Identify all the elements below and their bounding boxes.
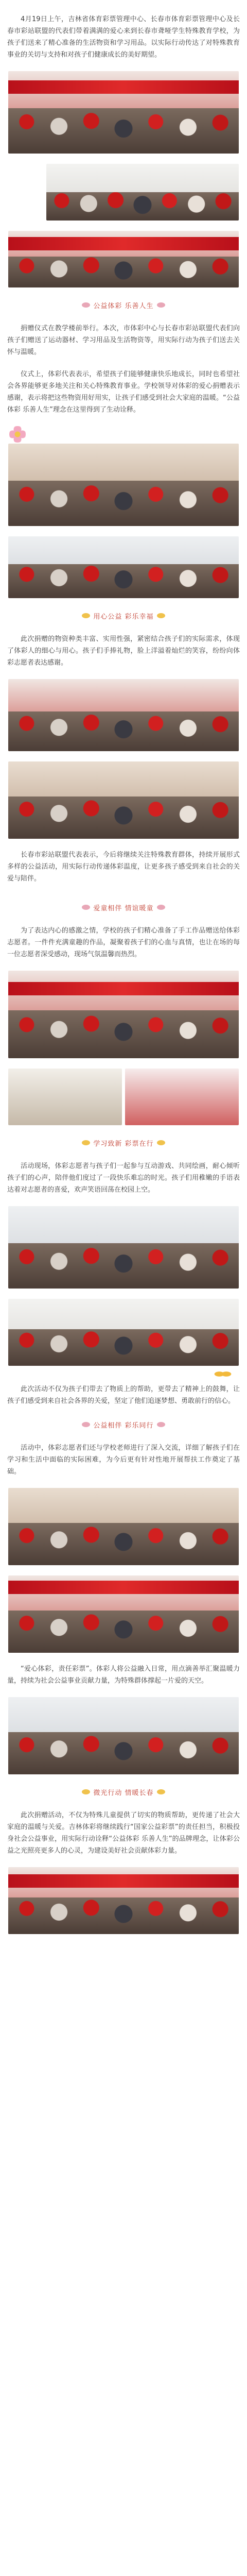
section-5-paragraph-2: “爱心体彩，责任彩票”。体彩人将公益融入日常，用点滴善举汇聚温暖力量，持续为社会公益事业贡献力量，为特殊群体撑起一片爱的天空。 [7,1665,240,1685]
section-title-5: 公益相伴 彩乐同行 [93,1421,154,1430]
activity-photo-2 [8,536,239,598]
section-4-paragraph-2: 此次活动不仅为孩子们带去了物质上的帮助，更带去了精神上的鼓舞，让孩子们感受到来自社会各界的关爱，坚定了他们追逐梦想、勇敢前行的信心。 [7,1385,240,1405]
crowd-image [8,108,239,154]
butterfly-icon [214,1368,232,1380]
donation-photo [46,164,239,221]
section-4-paragraph-1: 活动现场，体彩志愿者与孩子们一起参与互动游戏、共同绘画，耐心倾听孩子们的心声，陪伴他们度过了一段快乐难忘的时光。孩子们用稚嫩的手语表达着对志愿者的喜爱，欢声笑语回荡在校园上空。 [7,1162,240,1194]
collage-photo [8,1069,122,1125]
activity-photo-1 [8,444,239,526]
heading-deco-left-icon [82,1422,90,1427]
heading-deco-left-icon [82,1140,90,1145]
section-title-6: 微光行动 情暖长春 [93,1789,154,1797]
gift-photo-1 [8,679,239,751]
flower-icon [9,426,26,443]
heading-deco-left-icon [82,613,90,618]
exchange-photo-3 [8,1697,239,1774]
group-photo-1 [8,71,239,154]
section-5-paragraph-1: 活动中，体彩志愿者们还与学校老师进行了深入交流，详细了解孩子们在学习和生活中面临的实际困难，为今后更有针对性地开展帮扶工作奠定了基础。 [7,1444,240,1476]
gift-photo-2 [8,761,239,839]
section-1-paragraph-1: 捐赠仪式在教学楼前举行。本次，市体彩中心与长春市彩站联盟代表们向孩子们赠送了运动器材、学习用品及生活物资等，用实际行动为孩子们送去关怀与温暖。 [7,325,240,356]
banner-photo [8,231,239,287]
heading-deco-right-icon [157,905,165,910]
section-heading-2 [0,608,247,623]
interaction-photo-1 [8,1206,239,1289]
collage-photo [125,1069,239,1125]
section-title-1: 公益体彩 乐善人生 [93,302,154,310]
section-heading-6 [0,1785,247,1799]
classroom-photo [8,971,239,1058]
section-title-3: 爱童相伴 情谊暖童 [93,904,154,912]
heading-deco-right-icon [157,1140,165,1145]
section-heading-5 [0,1417,247,1432]
section-2-paragraph-1: 此次捐赠的物资种类丰富、实用性强，紧密结合孩子们的实际需求，体现了体彩人的细心与用心。孩子们手捧礼物，脸上洋溢着灿烂的笑容，纷纷向体彩志愿者表达感谢。 [7,635,240,667]
exchange-photo-2 [8,1575,239,1653]
section-heading-3 [0,900,247,914]
section-1-paragraph-2: 仪式上，体彩代表表示，希望孩子们能够健康快乐地成长，同时也希望社会各界能够更多地关注和关心特殊教育事业。学校领导对体彩的爱心捐赠表示感谢，表示将把这些物资用好用实，让孩子们感受到社会大家庭的温暖。“公益体彩 乐善人生”理念在这里得到了生动诠释。 [7,370,240,414]
interaction-photo-2 [8,1299,239,1366]
exchange-photo-1 [8,1488,239,1565]
heading-deco-right-icon [157,1789,165,1794]
heading-deco-right-icon [157,613,165,618]
section-6-paragraph-1: 此次捐赠活动，不仅为特殊儿童提供了切实的物质帮助，更传递了社会大家庭的温暖与关爱。吉林体彩将继续践行“国家公益彩票”的责任担当，积极投身社会公益事业，用实际行动诠释“公益体彩 乐善人生”的品牌理念，让体彩公益之光照亮更多人的心灵，为建设美好社会贡献体彩力量。 [7,1811,240,1855]
heading-deco-left-icon [82,302,90,308]
event-banner [8,80,239,94]
closing-photo [8,1867,239,1934]
section-title-4: 学习致新 彩票在行 [93,1140,154,1148]
section-2-paragraph-2: 长春市彩站联盟代表表示，今后将继续关注特殊教育群体，持续开展形式多样的公益活动，用实际行动传递体彩温度，让更多孩子感受到来自社会的关爱与陪伴。 [7,851,240,883]
section-3-paragraph-1: 为了表达内心的感激之情，学校的孩子们精心准备了手工作品赠送给体彩志愿者。一件件充满童趣的作品，凝聚着孩子们的心血与真情，也让在场的每一位志愿者深受感动，现场气氛温馨而热烈。 [7,927,240,958]
heading-deco-left-icon [82,905,90,910]
section-heading-1 [0,298,247,312]
section-title-2: 用心公益 彩乐幸福 [93,613,154,621]
photo-collage [8,1069,239,1125]
heading-deco-left-icon [82,1789,90,1794]
heading-deco-right-icon [157,302,165,308]
heading-deco-right-icon [157,1422,165,1427]
intro-paragraph: 4月19日上午，吉林省体育彩票管理中心、长春市体育彩票管理中心及长春市彩站联盟的代表们带着满满的爱心来到长春市聋哑学生特殊教育学校，为孩子们送来了精心准备的生活物资和学习用品。以实际行动传达了对特殊教育事业的关切与支持和对孩子们健康成长的美好期望。 [7,15,240,59]
section-heading-4 [0,1136,247,1150]
